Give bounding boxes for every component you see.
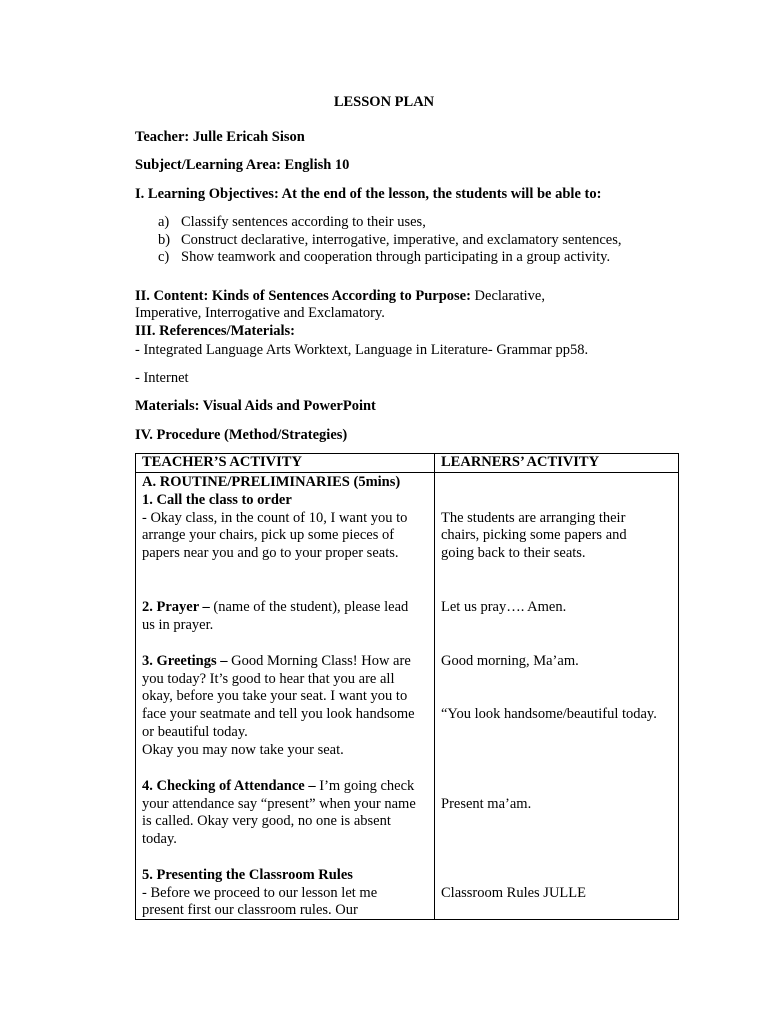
section-a-heading: A. ROUTINE/PRELIMINARIES (5mins) [142,473,401,490]
references-heading: III. References/Materials: [135,323,295,339]
call-to-order-title: 1. Call the class to order [142,491,292,508]
attendance-text: today. [142,830,177,847]
greetings-response: Good morning, Ma’am. [441,652,579,669]
procedure-heading: IV. Procedure (Method/Strategies) [135,427,348,443]
objective-item [158,232,621,250]
objective-text: Classify sentences according to their uses, [181,214,426,230]
reference-item: - Integrated Language Arts Worktext, Language in Literature- Grammar pp58. [135,342,589,358]
attendance-text: is called. Okay very good, no one is absent [142,812,391,829]
learners-activity-header: LEARNERS’ ACTIVITY [435,454,679,473]
attendance-response: Present ma’am. [441,795,532,812]
greetings-response: “You look handsome/beautiful today. [441,705,657,722]
rules-response: Classroom Rules JULLE [441,884,586,901]
prayer-text: 2. Prayer – (name of the student), please lead [142,598,409,615]
attendance-text: 4. Checking of Attendance – I’m going check [142,777,415,794]
document-title: LESSON PLAN [333,94,435,110]
subject-line: Subject/Learning Area: English 10 [135,157,350,173]
objectives-list [158,214,621,267]
greetings-title: 3. Greetings – [142,652,228,669]
table-header-row [136,454,679,473]
teacher-line: Teacher: Julle Ericah Sison [135,129,305,145]
teacher-activity-cell [136,472,435,919]
content-text-continued: Imperative, Interrogative and Exclamatory. [135,305,385,321]
rules-text: - Before we proceed to our lesson let me [142,884,378,901]
call-to-order-text: papers near you and go to your proper seats. [142,544,399,561]
greetings-text: 3. Greetings – Good Morning Class! How are [142,652,411,669]
objectives-heading: I. Learning Objectives: At the end of the lesson, the students will be able to: [135,186,602,202]
call-to-order-text: arrange your chairs, pick up some pieces of [142,526,395,543]
table-row [136,472,679,919]
call-to-order-response: chairs, picking some papers and [441,526,627,543]
content-section [135,288,545,306]
greetings-text: face your seatmate and tell you look handsome [142,705,415,722]
objective-text: Construct declarative, interrogative, imperative, and exclamatory sentences, [181,231,622,248]
objective-marker: c) [158,249,170,265]
call-to-order-response: The students are arranging their [441,509,626,526]
objective-item [158,249,621,267]
objective-text: Show teamwork and cooperation through participating in a group activity. [181,249,611,265]
content-text: Declarative, [470,288,545,304]
content-label: II. Content: Kinds of Sentences According to Purpose: [135,288,471,304]
greetings-text: you today? It’s good to hear that you are all [142,670,395,687]
reference-item: - Internet [135,370,189,386]
objective-marker: a) [158,214,170,230]
greetings-text: or beautiful today. [142,723,248,740]
greetings-text: Okay you may now take your seat. [142,741,344,758]
rules-text: present first our classroom rules. Our [142,901,358,918]
attendance-text: your attendance say “present” when your name [142,795,416,812]
greetings-text: okay, before you take your seat. I want you to [142,687,408,704]
prayer-response: Let us pray…. Amen. [441,598,567,615]
prayer-title: 2. Prayer – [142,598,210,615]
procedure-table [135,453,679,920]
materials-line: Materials: Visual Aids and PowerPoint [135,398,376,414]
call-to-order-response: going back to their seats. [441,544,586,561]
call-to-order-text: - Okay class, in the count of 10, I want you to [142,509,408,526]
learners-activity-cell [435,472,679,919]
objective-marker: b) [158,231,171,248]
rules-title: 5. Presenting the Classroom Rules [142,866,353,883]
attendance-title: 4. Checking of Attendance – [142,777,316,794]
teacher-activity-header: TEACHER’S ACTIVITY [136,454,435,473]
prayer-text: us in prayer. [142,616,214,633]
objective-item [158,214,621,232]
